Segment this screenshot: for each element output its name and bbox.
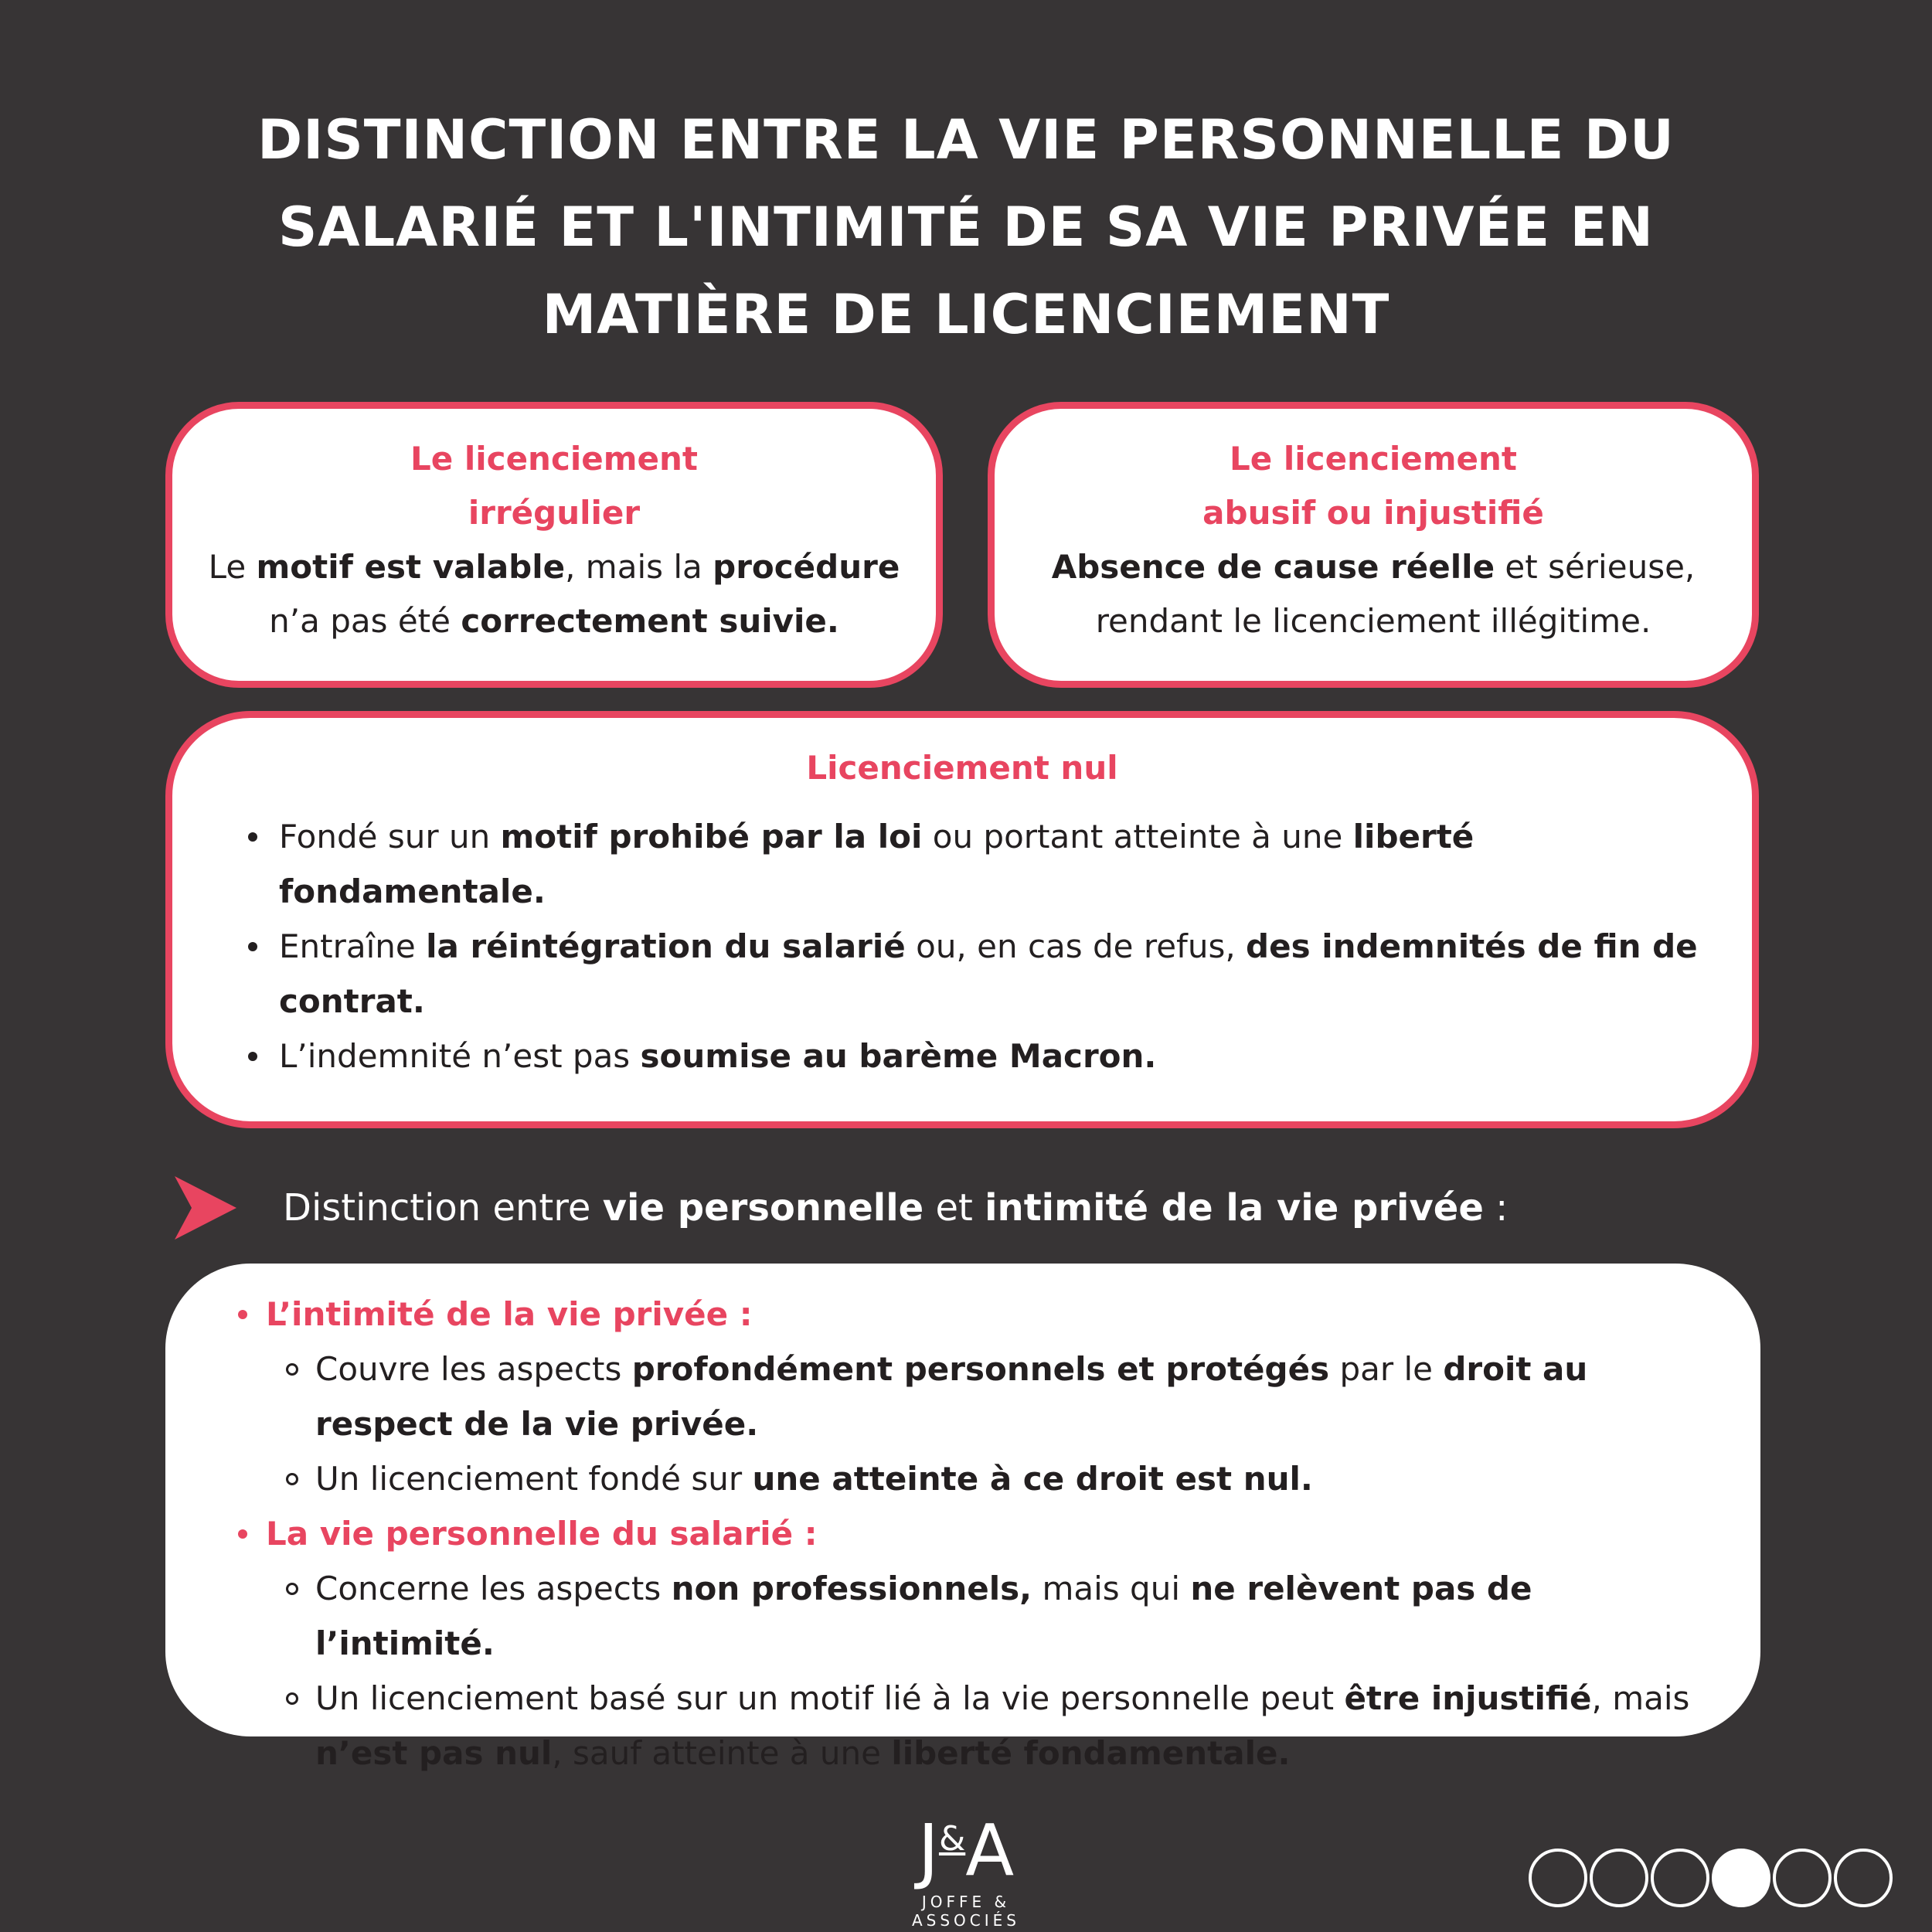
page-dot <box>1773 1849 1832 1907</box>
text: Fondé sur un <box>279 818 501 855</box>
text: Distinction entre <box>283 1186 603 1230</box>
page-indicator <box>1529 1849 1895 1910</box>
text: , mais <box>1591 1679 1690 1717</box>
text: Entraîne <box>279 927 427 965</box>
text: n’a pas été <box>269 602 461 640</box>
bold-text: n’est pas nul <box>315 1734 553 1772</box>
list-item-label: La vie personnelle du salarié : <box>266 1515 818 1553</box>
list-item-vie-personnelle <box>266 1506 1760 1781</box>
card-heading-line-1: Le licenciement <box>1230 440 1517 478</box>
bold-text: soumise au barème Macron. <box>640 1037 1157 1075</box>
page-dot <box>1529 1849 1587 1907</box>
card-licenciement-nul <box>165 711 1759 1128</box>
text: , mais la <box>565 548 713 586</box>
bold-text: procédure <box>713 548 900 586</box>
list-item <box>279 809 1752 919</box>
card-heading-line-1: Le licenciement <box>410 440 698 478</box>
bold-text: liberté fondamentale. <box>891 1734 1291 1772</box>
page-dot <box>1651 1849 1709 1907</box>
text: Couvre les aspects <box>315 1350 632 1388</box>
bold-text: être injustifié <box>1344 1679 1592 1717</box>
logo-letter-j: J <box>917 1809 939 1892</box>
text: : <box>1483 1186 1509 1230</box>
text: par le <box>1329 1350 1444 1388</box>
card-body-line-2 <box>172 594 936 648</box>
bold-text: vie personnelle <box>602 1186 924 1230</box>
card-body-line-2: rendant le licenciement illégitime. <box>1095 602 1651 640</box>
sub-list <box>266 1561 1760 1781</box>
title-line-1: DISTINCTION ENTRE LA VIE PERSONNELLE DU <box>257 108 1675 172</box>
text: Un licenciement fondé sur <box>315 1460 753 1498</box>
brand-logo <box>866 1801 1066 1930</box>
text: mais qui <box>1032 1570 1191 1607</box>
page-dot-active <box>1712 1849 1770 1907</box>
text: Le <box>208 548 257 586</box>
card-heading-line-2: abusif ou injustifié <box>1202 494 1544 532</box>
page-title <box>116 97 1816 359</box>
card-heading-line-2: irrégulier <box>468 494 641 532</box>
arrow-right-icon <box>175 1176 236 1240</box>
bold-text: liberté fondamentale. <box>279 818 1475 910</box>
sub-list-item <box>315 1561 1714 1671</box>
card-licenciement-abusif <box>988 402 1759 688</box>
text: et <box>923 1186 985 1230</box>
bold-text: Absence de cause réelle <box>1051 548 1495 586</box>
list-item-label: L’intimité de la vie privée : <box>266 1295 753 1333</box>
title-line-2: SALARIÉ ET L'INTIMITÉ DE SA VIE PRIVÉE EN <box>277 196 1655 259</box>
card-heading: Licenciement nul <box>806 749 1118 787</box>
text: L’indemnité n’est pas <box>279 1037 641 1075</box>
text: ou portant atteinte à une <box>922 818 1353 855</box>
sub-list-item <box>315 1671 1714 1781</box>
sub-list-item <box>315 1342 1714 1451</box>
nul-list <box>172 809 1752 1083</box>
bold-text: intimité de la vie privée <box>985 1186 1484 1230</box>
bold-text: droit au respect de la vie privée. <box>315 1350 1588 1443</box>
bold-text: correctement suivie. <box>461 602 839 640</box>
bold-text: profondément personnels et protégés <box>631 1350 1330 1388</box>
list-item <box>279 919 1752 1029</box>
card-distinction <box>165 1264 1760 1772</box>
bold-text: motif est valable <box>256 548 566 586</box>
text: Un licenciement basé sur un motif lié à la vie personnelle peut <box>315 1679 1345 1717</box>
text: ou, en cas de refus, <box>905 927 1247 965</box>
page-dot <box>1590 1849 1648 1907</box>
title-line-3: MATIÈRE DE LICENCIEMENT <box>542 283 1390 346</box>
sub-list <box>266 1342 1760 1506</box>
text: Concerne les aspects <box>315 1570 672 1607</box>
text: , sauf atteinte à une <box>552 1734 892 1772</box>
bold-text: une atteinte à ce droit est nul. <box>752 1460 1313 1498</box>
card-body-line-1 <box>172 540 936 594</box>
sub-list-item <box>315 1451 1714 1506</box>
list-item-intimite <box>266 1287 1760 1506</box>
bold-text: la réintégration du salarié <box>426 927 906 965</box>
logo-mark <box>866 1801 1066 1892</box>
logo-subtitle: JOFFE & ASSOCIÉS <box>911 1893 1020 1930</box>
text: et sérieuse, <box>1495 548 1696 586</box>
page-dot <box>1834 1849 1893 1907</box>
distinction-list <box>165 1264 1760 1781</box>
card-licenciement-irregulier <box>165 402 943 688</box>
bold-text: des indemnités de fin de contrat. <box>279 927 1698 1020</box>
bold-text: ne relèvent pas de l’intimité. <box>315 1570 1532 1662</box>
list-item <box>279 1029 1752 1083</box>
bold-text: non professionnels, <box>671 1570 1032 1607</box>
logo-ampersand: & <box>938 1819 966 1859</box>
bold-text: motif prohibé par la loi <box>500 818 923 855</box>
section-subheading <box>283 1179 1508 1237</box>
card-body-line-1 <box>995 540 1752 594</box>
logo-letter-a: A <box>965 1809 1015 1892</box>
